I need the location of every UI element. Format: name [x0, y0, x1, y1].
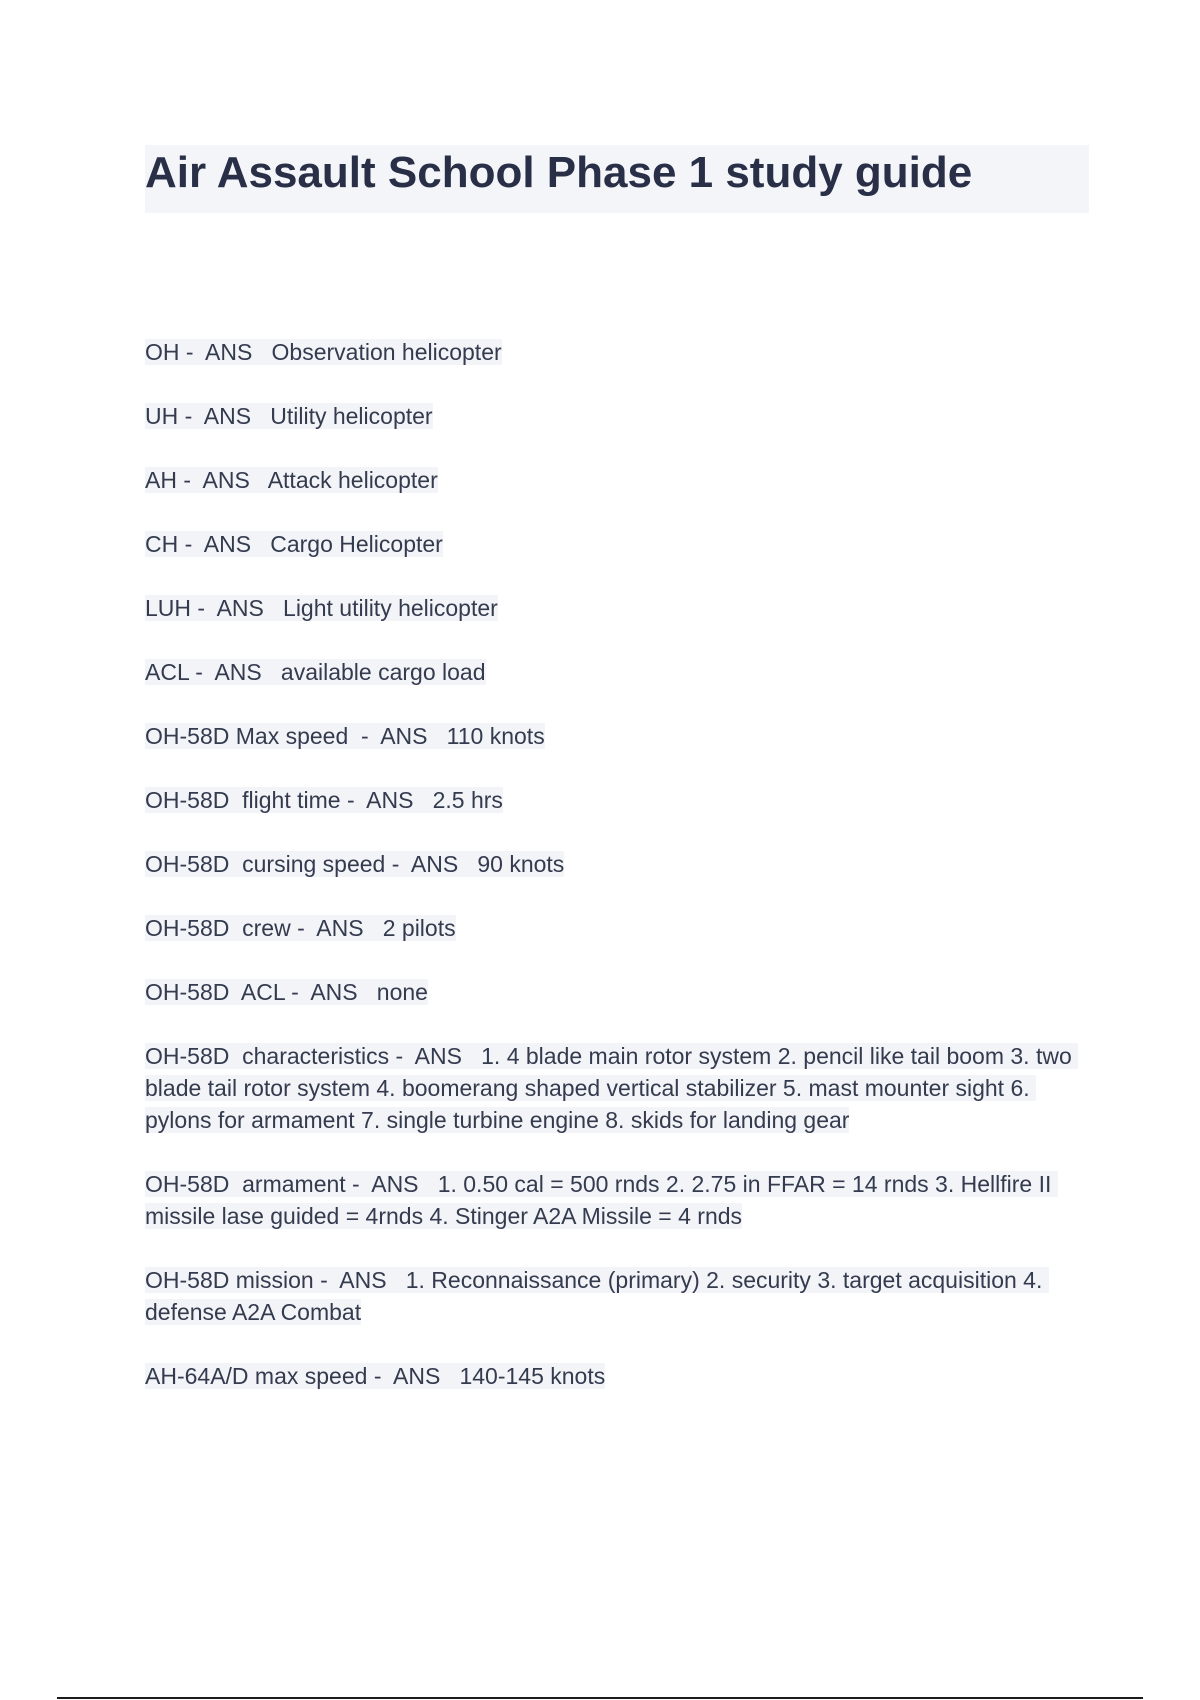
qa-item	[145, 1264, 1095, 1328]
qa-text: OH-58D Max speed - ANS 110 knots	[145, 723, 545, 749]
qa-item	[145, 400, 1095, 432]
qa-text: OH-58D characteristics - ANS 1. 4 blade main rotor system 2. pencil like tail boom 3. two blade tail rotor system 4. boomerang shaped vertical stabilizer 5. mast mounter sight 6. pylons for armament 7. single turbine engine 8. skids for landing gear	[145, 1043, 1079, 1133]
qa-item	[145, 848, 1095, 880]
qa-text: UH - ANS Utility helicopter	[145, 403, 433, 429]
qa-item	[145, 528, 1095, 560]
qa-list	[145, 336, 1095, 1424]
qa-item	[145, 1360, 1095, 1392]
qa-item	[145, 784, 1095, 816]
qa-text: CH - ANS Cargo Helicopter	[145, 531, 443, 557]
qa-text: OH-58D cursing speed - ANS 90 knots	[145, 851, 565, 877]
qa-text: OH-58D ACL - ANS none	[145, 979, 428, 1005]
document-title: Air Assault School Phase 1 study guide	[145, 148, 973, 197]
qa-item	[145, 336, 1095, 368]
qa-item	[145, 656, 1095, 688]
qa-item	[145, 1040, 1095, 1136]
qa-item	[145, 720, 1095, 752]
qa-text: OH-58D mission - ANS 1. Reconnaissance (primary) 2. security 3. target acquisition 4. defense A2A Combat	[145, 1267, 1049, 1325]
qa-text: OH - ANS Observation helicopter	[145, 339, 502, 365]
footer-divider	[57, 1697, 1143, 1699]
qa-text: AH-64A/D max speed - ANS 140-145 knots	[145, 1363, 606, 1389]
qa-item	[145, 592, 1095, 624]
qa-text: ACL - ANS available cargo load	[145, 659, 486, 685]
qa-item	[145, 976, 1095, 1008]
qa-text: AH - ANS Attack helicopter	[145, 467, 438, 493]
qa-item	[145, 912, 1095, 944]
qa-text: OH-58D flight time - ANS 2.5 hrs	[145, 787, 503, 813]
qa-item	[145, 1168, 1095, 1232]
qa-text: OH-58D crew - ANS 2 pilots	[145, 915, 456, 941]
qa-item	[145, 464, 1095, 496]
qa-text: OH-58D armament - ANS 1. 0.50 cal = 500 rnds 2. 2.75 in FFAR = 14 rnds 3. Hellfire II missile lase guided = 4rnds 4. Stinger A2A Missile = 4 rnds	[145, 1171, 1058, 1229]
qa-text: LUH - ANS Light utility helicopter	[145, 595, 498, 621]
